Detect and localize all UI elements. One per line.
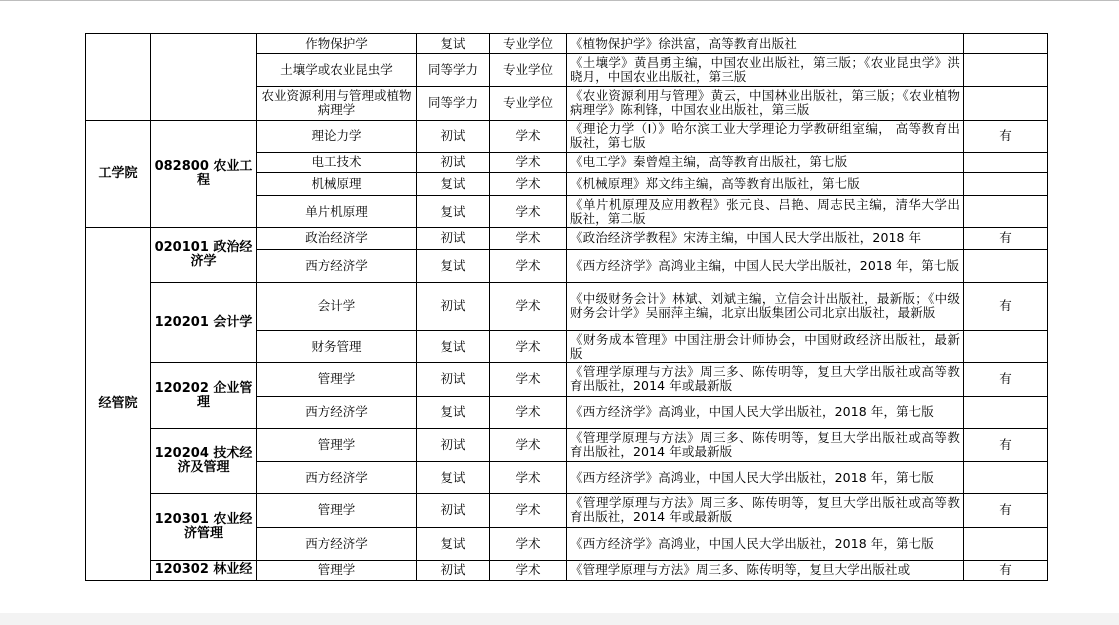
cross-subject-cell: [964, 196, 1048, 228]
exam-reference-table: [85, 33, 1048, 581]
subject-cell: 管理学: [257, 363, 417, 396]
subject-cell: 财务管理: [257, 331, 417, 363]
table-container: [85, 33, 1047, 581]
cross-subject-cell: [964, 54, 1048, 87]
reference-book-cell: 《中级财务会计》林斌、刘斌主编，立信会计出版社，最新版；《中级财务会计学》吴丽萍主编，北京出版集团公司北京出版社，最新版: [567, 282, 964, 330]
cross-subject-cell: 有: [964, 494, 1048, 527]
subject-cell: 会计学: [257, 282, 417, 330]
subject-cell: 土壤学或农业昆虫学: [257, 54, 417, 87]
major-cell: 120301 农业经济管理: [151, 494, 257, 560]
reference-book-cell: 《电工学》秦曾煌主编，高等教育出版社，第七版: [567, 152, 964, 172]
subject-cell: 机械原理: [257, 172, 417, 195]
degree-type-cell: 学术: [490, 331, 567, 363]
degree-type-cell: 学术: [490, 282, 567, 330]
major-cell: 120202 企业管理: [151, 363, 257, 428]
table-row: [86, 363, 1048, 396]
exam-mode-cell: 复试: [417, 331, 490, 363]
cross-subject-cell: [964, 34, 1048, 54]
reference-book-cell: 《机械原理》郑文纬主编，高等教育出版社，第七版: [567, 172, 964, 195]
reference-book-cell: 《西方经济学》高鸿业，中国人民大学出版社，2018 年，第七版: [567, 462, 964, 494]
reference-book-cell: 《管理学原理与方法》周三多、陈传明等，复旦大学出版社或高等教育出版社，2014 年或最新版: [567, 428, 964, 461]
cross-subject-cell: [964, 396, 1048, 428]
degree-type-cell: 学术: [490, 363, 567, 396]
table-row: [86, 560, 1048, 580]
subject-cell: 西方经济学: [257, 462, 417, 494]
reference-book-cell: 《西方经济学》高鸿业，中国人民大学出版社，2018 年，第七版: [567, 396, 964, 428]
cross-subject-cell: 有: [964, 228, 1048, 249]
cross-subject-cell: 有: [964, 120, 1048, 152]
exam-mode-cell: 初试: [417, 428, 490, 461]
reference-book-cell: 《单片机原理及应用教程》张元良、吕艳、周志民主编，清华大学出版社，第二版: [567, 196, 964, 228]
cross-subject-cell: [964, 249, 1048, 282]
college-cell: 经管院: [86, 228, 151, 581]
degree-type-cell: 学术: [490, 428, 567, 461]
reference-book-cell: 《理论力学（Ⅰ）》哈尔滨工业大学理论力学教研组室编， 高等教育出版社，第七版: [567, 120, 964, 152]
table-row: [86, 120, 1048, 152]
cross-subject-cell: [964, 527, 1048, 560]
subject-cell: 单片机原理: [257, 196, 417, 228]
exam-mode-cell: 复试: [417, 462, 490, 494]
major-cell: [151, 34, 257, 121]
reference-book-cell: 《土壤学》黄昌勇主编，中国农业出版社，第三版；《农业昆虫学》洪晓月，中国农业出版社，第三版: [567, 54, 964, 87]
subject-cell: 西方经济学: [257, 249, 417, 282]
exam-mode-cell: 复试: [417, 249, 490, 282]
table-row: [86, 282, 1048, 330]
reference-book-cell: 《农业资源利用与管理》黄云，中国林业出版社，第三版；《农业植物病理学》陈利锋，中国农业出版社，第三版: [567, 87, 964, 120]
table-row: [86, 228, 1048, 249]
cross-subject-cell: 有: [964, 560, 1048, 580]
reference-book-cell: 《财务成本管理》中国注册会计师协会，中国财政经济出版社，最新版: [567, 331, 964, 363]
major-cell: 120204 技术经济及管理: [151, 428, 257, 493]
exam-mode-cell: 初试: [417, 228, 490, 249]
degree-type-cell: 学术: [490, 249, 567, 282]
cross-subject-cell: 有: [964, 363, 1048, 396]
major-cell: 120201 会计学: [151, 282, 257, 363]
subject-cell: 作物保护学: [257, 34, 417, 54]
reference-book-cell: 《政治经济学教程》宋涛主编，中国人民大学出版社，2018 年: [567, 228, 964, 249]
degree-type-cell: 专业学位: [490, 87, 567, 120]
cross-subject-cell: [964, 87, 1048, 120]
degree-type-cell: 专业学位: [490, 34, 567, 54]
college-cell: 工学院: [86, 120, 151, 228]
major-cell: 120302 林业经: [151, 560, 257, 580]
subject-cell: 农业资源利用与管理或植物病理学: [257, 87, 417, 120]
degree-type-cell: 学术: [490, 527, 567, 560]
major-cell: 020101 政治经济学: [151, 228, 257, 282]
degree-type-cell: 学术: [490, 228, 567, 249]
college-cell: [86, 34, 151, 121]
exam-mode-cell: 同等学力: [417, 54, 490, 87]
exam-mode-cell: 复试: [417, 396, 490, 428]
cross-subject-cell: [964, 152, 1048, 172]
cross-subject-cell: [964, 331, 1048, 363]
subject-cell: 西方经济学: [257, 527, 417, 560]
reference-book-cell: 《植物保护学》徐洪富，高等教育出版社: [567, 34, 964, 54]
exam-mode-cell: 初试: [417, 152, 490, 172]
table-row: [86, 34, 1048, 54]
exam-mode-cell: 同等学力: [417, 87, 490, 120]
exam-mode-cell: 复试: [417, 172, 490, 195]
reference-book-cell: 《西方经济学》高鸿业主编，中国人民大学出版社，2018 年，第七版: [567, 249, 964, 282]
degree-type-cell: 学术: [490, 152, 567, 172]
exam-mode-cell: 初试: [417, 494, 490, 527]
degree-type-cell: 学术: [490, 120, 567, 152]
degree-type-cell: 学术: [490, 196, 567, 228]
degree-type-cell: 学术: [490, 172, 567, 195]
reference-book-cell: 《管理学原理与方法》周三多、陈传明等，复旦大学出版社或高等教育出版社，2014 年或最新版: [567, 363, 964, 396]
subject-cell: 理论力学: [257, 120, 417, 152]
exam-mode-cell: 初试: [417, 120, 490, 152]
subject-cell: 政治经济学: [257, 228, 417, 249]
exam-mode-cell: 复试: [417, 34, 490, 54]
subject-cell: 管理学: [257, 428, 417, 461]
table-row: [86, 428, 1048, 461]
cross-subject-cell: [964, 172, 1048, 195]
cross-subject-cell: 有: [964, 428, 1048, 461]
subject-cell: 管理学: [257, 560, 417, 580]
cross-subject-cell: 有: [964, 282, 1048, 330]
exam-mode-cell: 复试: [417, 527, 490, 560]
reference-book-cell: 《西方经济学》高鸿业，中国人民大学出版社，2018 年，第七版: [567, 527, 964, 560]
exam-mode-cell: 初试: [417, 560, 490, 580]
degree-type-cell: 专业学位: [490, 54, 567, 87]
exam-mode-cell: 初试: [417, 363, 490, 396]
degree-type-cell: 学术: [490, 462, 567, 494]
exam-mode-cell: 初试: [417, 282, 490, 330]
subject-cell: 管理学: [257, 494, 417, 527]
reference-book-cell: 《管理学原理与方法》周三多、陈传明等，复旦大学出版社或: [567, 560, 964, 580]
major-cell: 082800 农业工程: [151, 120, 257, 228]
table-row: [86, 494, 1048, 527]
degree-type-cell: 学术: [490, 396, 567, 428]
subject-cell: 电工技术: [257, 152, 417, 172]
subject-cell: 西方经济学: [257, 396, 417, 428]
degree-type-cell: 学术: [490, 560, 567, 580]
degree-type-cell: 学术: [490, 494, 567, 527]
reference-book-cell: 《管理学原理与方法》周三多、陈传明等，复旦大学出版社或高等教育出版社，2014 年或最新版: [567, 494, 964, 527]
exam-mode-cell: 复试: [417, 196, 490, 228]
cross-subject-cell: [964, 462, 1048, 494]
